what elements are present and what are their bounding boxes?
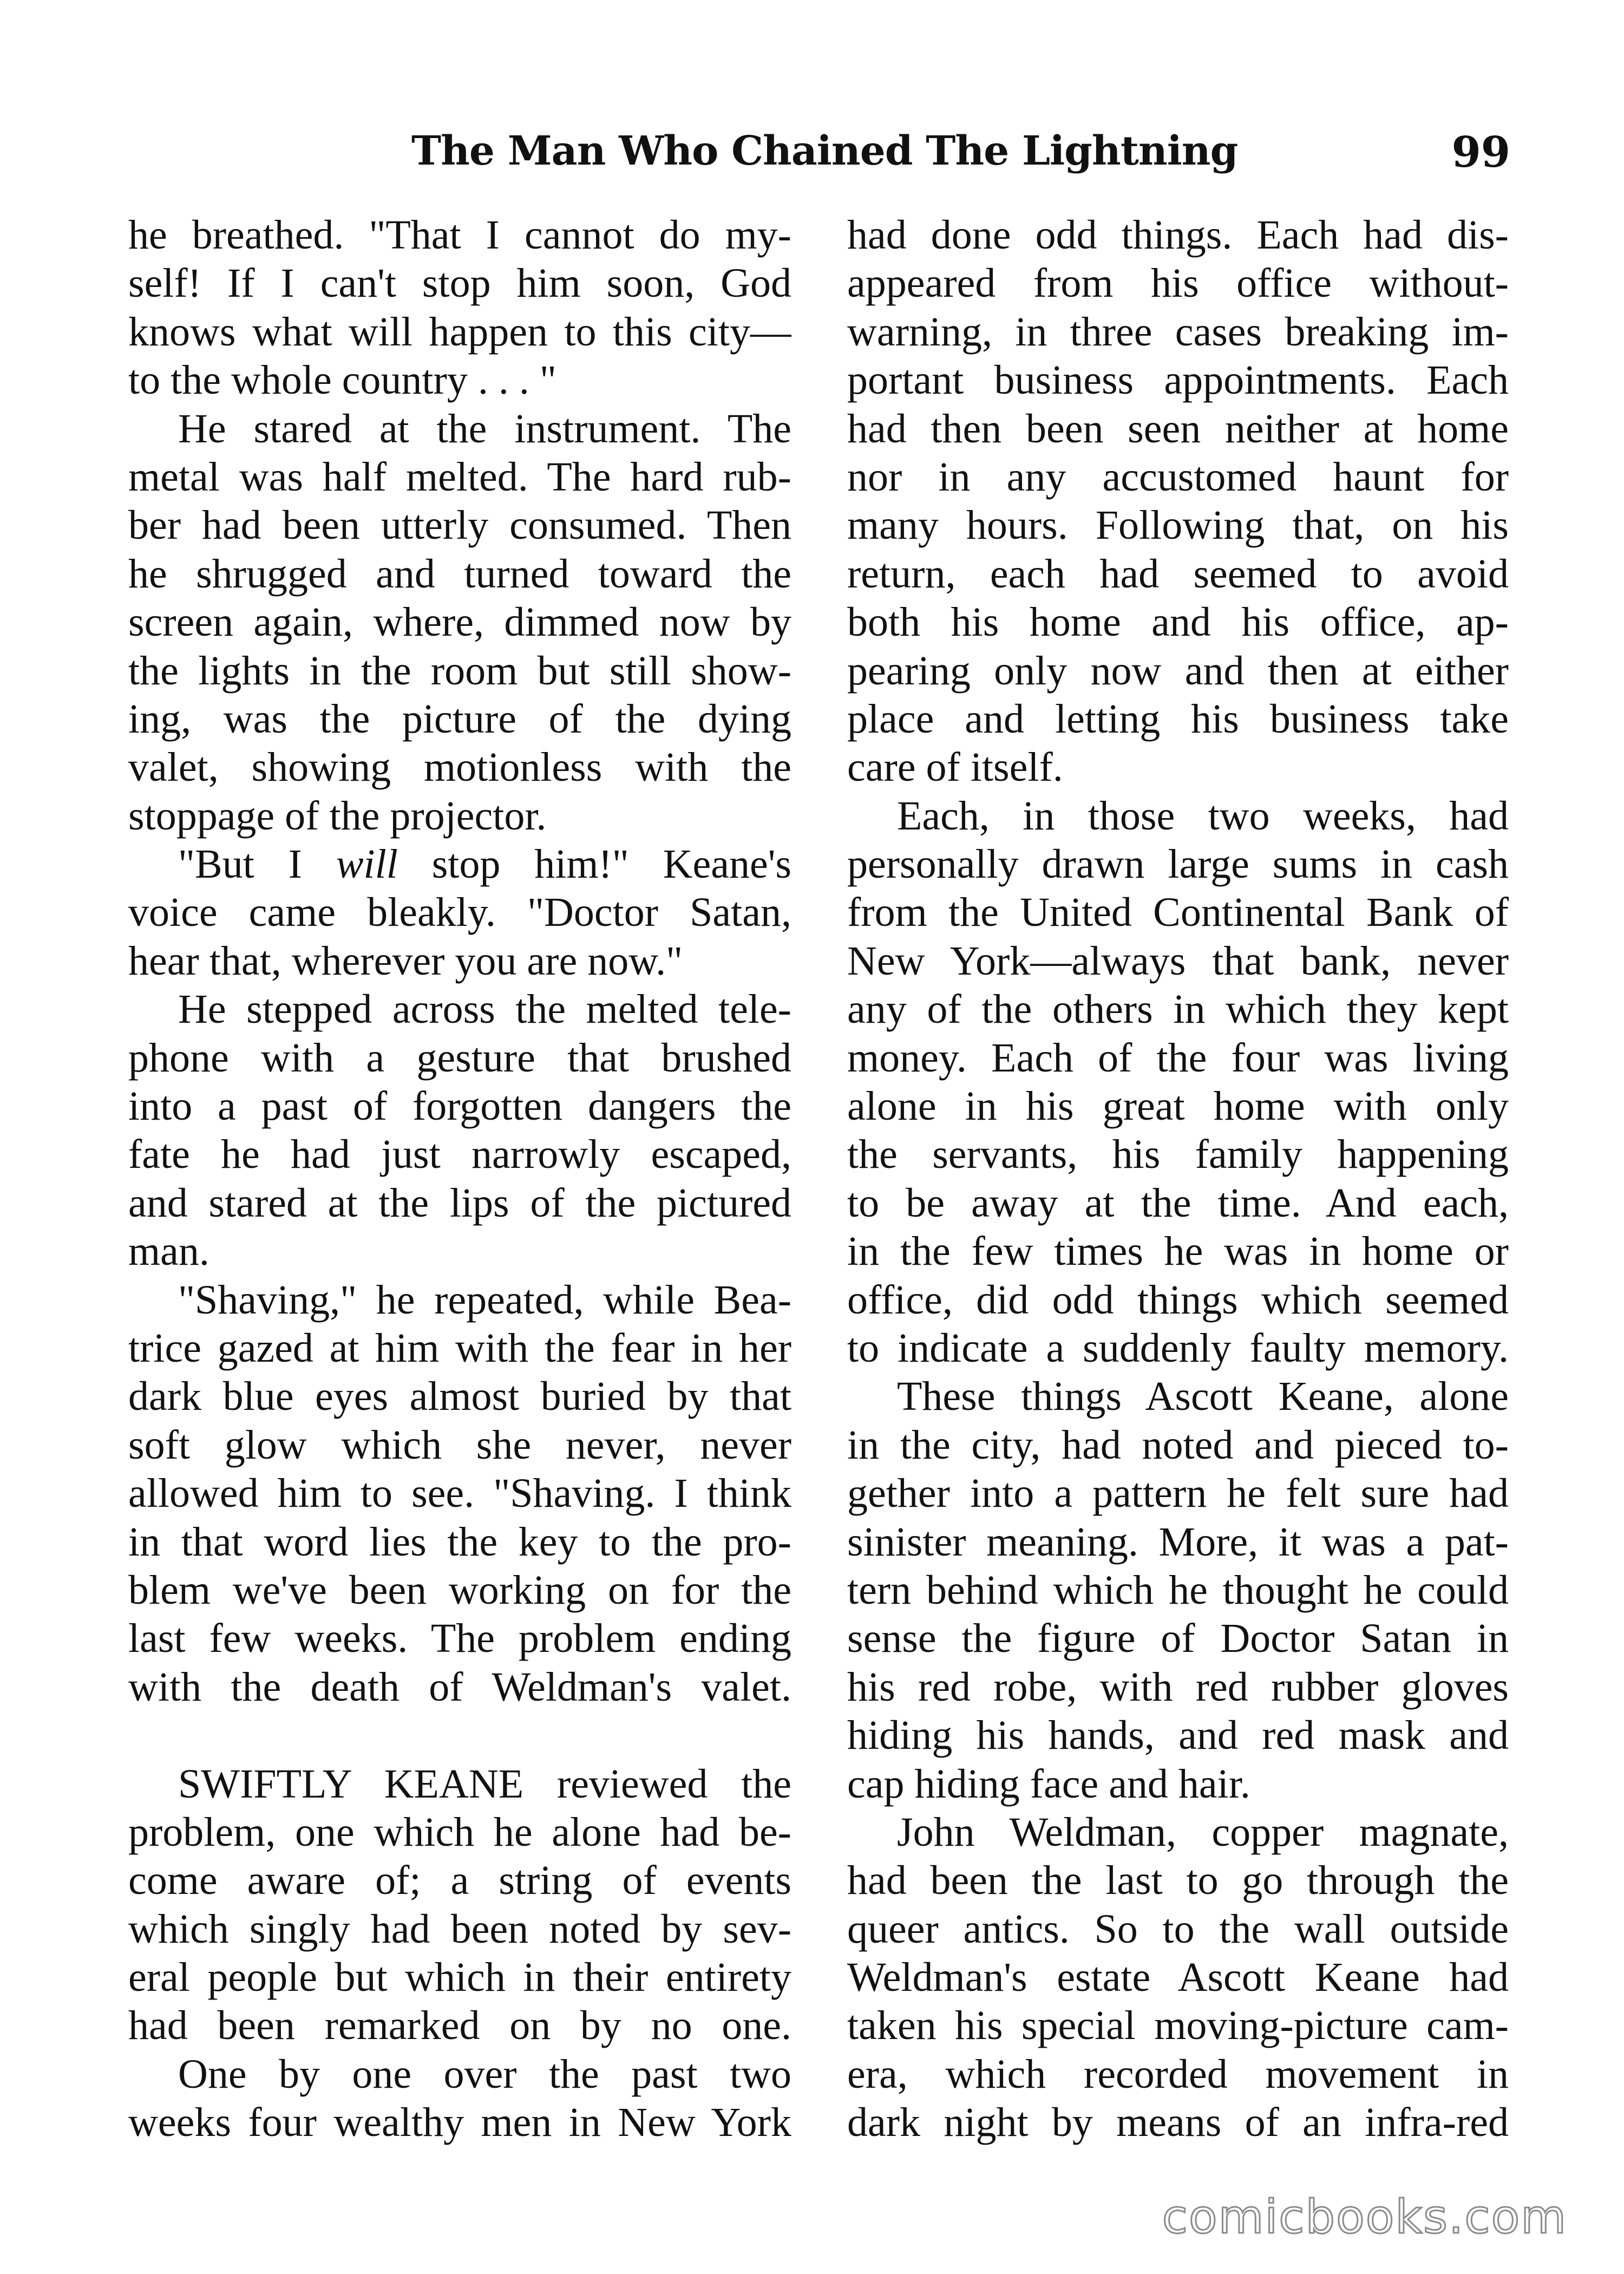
text-line: had done odd things. Each had dis- — [847, 212, 1509, 258]
text-line: any of the others in which they kept — [847, 986, 1509, 1033]
right-text-column — [847, 211, 1509, 2147]
text-line: problem, one which he alone had be- — [128, 1809, 791, 1855]
text-segment: "But I — [178, 841, 336, 887]
text-line: sinister meaning. More, it was a pat- — [847, 1519, 1509, 1565]
text-line: place and letting his business take — [847, 696, 1509, 742]
text-line: He stepped across the melted tele- — [178, 986, 791, 1033]
left-text-column — [128, 211, 791, 2147]
text-line: office, did odd things which seemed — [847, 1277, 1509, 1323]
text-line: stoppage of the projector. — [128, 793, 547, 839]
text-line: knows what will happen to this city— — [128, 309, 791, 355]
text-line: self! If I can't stop him soon, God — [128, 260, 791, 306]
text-line: gether into a pattern he felt sure had — [847, 1471, 1509, 1517]
text-line: man. — [128, 1229, 209, 1275]
text-line: care of itself. — [847, 744, 1063, 790]
text-line: the servants, his family happening — [847, 1132, 1509, 1178]
text-line: both his home and his office, ap- — [847, 599, 1509, 645]
text-line: "Shaving," he repeated, while Bea- — [178, 1277, 791, 1323]
text-line: phone with a gesture that brushed — [128, 1035, 791, 1081]
text-line: money. Each of the four was living — [847, 1035, 1509, 1081]
text-line: tern behind which he thought he could — [847, 1567, 1509, 1613]
text-line: which singly had been noted by sev- — [128, 1906, 791, 1952]
text-line: sense the figure of Doctor Satan in — [847, 1616, 1509, 1662]
text-line: eral people but which in their entirety — [128, 1955, 791, 2001]
text-line: SWIFTLY KEANE reviewed the — [178, 1761, 791, 1807]
text-line: the lights in the room but still show- — [128, 648, 791, 694]
text-line: nor in any accustomed haunt for — [847, 454, 1509, 500]
text-line: in the city, had noted and pieced to- — [847, 1422, 1509, 1468]
text-line: dark night by means of an infra-red — [847, 2100, 1509, 2146]
text-line: to indicate a suddenly faulty memory. — [847, 1325, 1509, 1371]
text-segment: stop him!" Keane's — [397, 841, 791, 887]
text-line: come aware of; a string of events — [128, 1858, 791, 1904]
italic-word: will — [336, 841, 398, 887]
text-line: cap hiding face and hair. — [847, 1761, 1250, 1807]
text-line: his red robe, with red rubber gloves — [847, 1664, 1509, 1710]
text-line: voice came bleakly. "Doctor Satan, — [128, 890, 791, 936]
text-line: portant business appointments. Each — [847, 357, 1509, 403]
text-line: from the United Continental Bank of — [847, 890, 1509, 936]
text-line: last few weeks. The problem ending — [128, 1616, 791, 1662]
text-line: These things Ascott Keane, alone — [897, 1374, 1509, 1420]
text-line: Each, in those two weeks, had — [897, 793, 1509, 839]
text-line: queer antics. So to the wall outside — [847, 1906, 1509, 1952]
running-head — [411, 128, 1510, 187]
text-line: ing, was the picture of the dying — [128, 696, 791, 742]
text-line: to be away at the time. And each, — [847, 1180, 1509, 1226]
text-line: New York—always that bank, never — [847, 938, 1509, 984]
text-line: and stared at the lips of the pictured — [128, 1180, 791, 1226]
text-line: many hours. Following that, on his — [847, 502, 1509, 548]
text-line: screen again, where, dimmed now by — [128, 599, 791, 645]
text-line: dark blue eyes almost buried by that — [128, 1374, 791, 1420]
text-line: allowed him to see. "Shaving. I think — [128, 1471, 791, 1517]
text-line: metal was half melted. The hard rub- — [128, 454, 791, 500]
page-number: 99 — [1451, 128, 1510, 177]
text-line: weeks four wealthy men in New York — [128, 2100, 791, 2146]
text-line: into a past of forgotten dangers the — [128, 1083, 791, 1129]
text-line: soft glow which she never, never — [128, 1422, 791, 1468]
text-line: fate he had just narrowly escaped, — [128, 1132, 791, 1178]
text-line: valet, showing motionless with the — [128, 744, 791, 790]
text-line: warning, in three cases breaking im- — [847, 309, 1509, 355]
text-line: he breathed. "That I cannot do my- — [128, 212, 791, 258]
text-line: One by one over the past two — [178, 2051, 791, 2097]
text-line: had been the last to go through the — [847, 1858, 1509, 1904]
text-line: Weldman's estate Ascott Keane had — [847, 1955, 1509, 2001]
text-line: to the whole country . . . " — [128, 357, 556, 403]
watermark-logo: comicbooks.com — [1162, 2190, 1567, 2244]
text-line: taken his special moving-picture cam- — [847, 2003, 1509, 2049]
text-line: era, which recorded movement in — [847, 2051, 1509, 2097]
text-line: ber had been utterly consumed. Then — [128, 502, 791, 548]
text-line: alone in his great home with only — [847, 1083, 1509, 1129]
running-title: The Man Who Chained The Lightning — [411, 128, 1238, 174]
text-line: blem we've been working on for the — [128, 1567, 791, 1613]
text-line: had then been seen neither at home — [847, 406, 1509, 452]
text-line — [128, 840, 791, 888]
text-line: return, each had seemed to avoid — [847, 551, 1509, 597]
text-line — [128, 1711, 791, 1760]
text-line: in the few times he was in home or — [847, 1229, 1509, 1275]
text-line: hear that, wherever you are now." — [128, 938, 683, 984]
text-line: pearing only now and then at either — [847, 648, 1509, 694]
text-line: personally drawn large sums in cash — [847, 841, 1509, 887]
text-line: in that word lies the key to the pro- — [128, 1519, 791, 1565]
text-line: he shrugged and turned toward the — [128, 551, 791, 597]
text-line: with the death of Weldman's valet. — [128, 1664, 791, 1710]
text-line: He stared at the instrument. The — [178, 406, 791, 452]
text-line: appeared from his office without- — [847, 260, 1509, 306]
text-line: trice gazed at him with the fear in her — [128, 1325, 791, 1371]
text-line: hiding his hands, and red mask and — [847, 1713, 1509, 1759]
text-line: John Weldman, copper magnate, — [897, 1809, 1509, 1855]
text-line: had been remarked on by no one. — [128, 2003, 791, 2049]
